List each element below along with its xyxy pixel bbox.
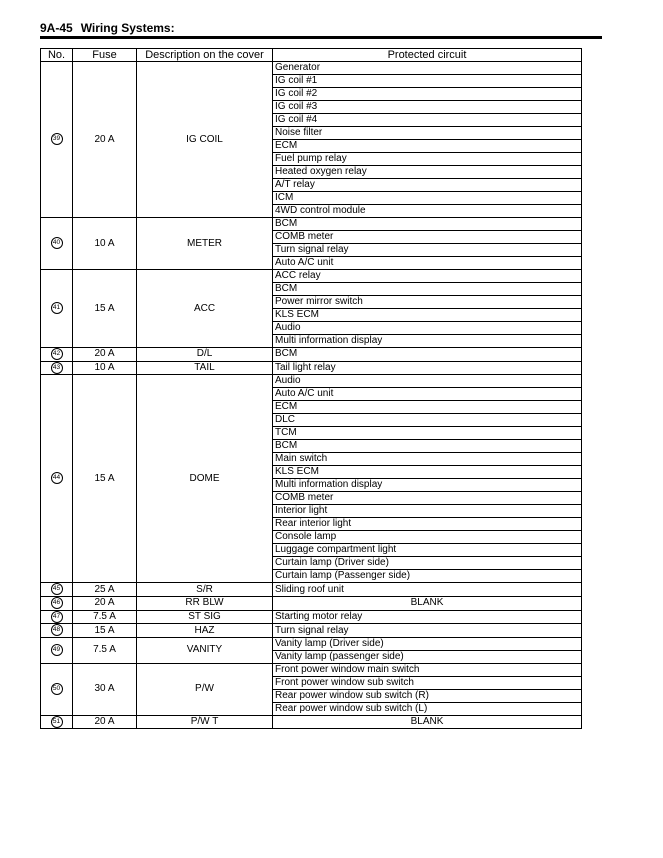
protected-circuit-cell: A/T relay <box>273 179 582 192</box>
fuse-description-cell: VANITY <box>137 637 273 663</box>
fuse-rating-cell: 10 A <box>73 361 137 375</box>
fuse-rating-cell: 20 A <box>73 715 137 729</box>
fuse-number-cell <box>41 637 73 663</box>
fuse-number-badge: 50 <box>51 683 63 695</box>
table-header-row <box>41 49 582 62</box>
header-description: Description on the cover <box>137 49 273 62</box>
protected-circuit-cell: Fuel pump relay <box>273 153 582 166</box>
protected-circuit-cell: Vanity lamp (Driver side) <box>273 637 582 650</box>
fuse-rating-cell: 7.5 A <box>73 637 137 663</box>
fuse-number-cell <box>41 663 73 715</box>
table-row <box>41 596 582 610</box>
fuse-table-body <box>41 62 582 729</box>
table-row <box>41 715 582 729</box>
fuse-number-badge: 46 <box>51 597 63 609</box>
protected-circuit-cell: Starting motor relay <box>273 610 582 624</box>
protected-circuit-cell: ACC relay <box>273 270 582 283</box>
protected-circuit-cell: 4WD control module <box>273 205 582 218</box>
protected-circuit-cell: Generator <box>273 62 582 75</box>
fuse-number-cell <box>41 583 73 597</box>
fuse-description-cell: IG COIL <box>137 62 273 218</box>
table-row <box>41 218 582 231</box>
header-no: No. <box>41 49 73 62</box>
fuse-description-cell: DOME <box>137 375 273 583</box>
fuse-description-cell: RR BLW <box>137 596 273 610</box>
protected-circuit-cell: ICM <box>273 192 582 205</box>
fuse-number-badge: 47 <box>51 611 63 623</box>
fuse-number-badge: 42 <box>51 348 63 360</box>
protected-circuit-cell: BCM <box>273 348 582 362</box>
fuse-rating-cell: 7.5 A <box>73 610 137 624</box>
page-header <box>40 21 175 35</box>
fuse-number-badge: 41 <box>51 302 63 314</box>
protected-circuit-cell: KLS ECM <box>273 466 582 479</box>
protected-circuit-cell: DLC <box>273 414 582 427</box>
fuse-rating-cell: 20 A <box>73 596 137 610</box>
fuse-description-cell: D/L <box>137 348 273 362</box>
protected-circuit-cell: Vanity lamp (passenger side) <box>273 650 582 663</box>
protected-circuit-cell: Console lamp <box>273 531 582 544</box>
protected-circuit-cell: COMB meter <box>273 492 582 505</box>
fuse-rating-cell: 30 A <box>73 663 137 715</box>
protected-circuit-cell: IG coil #2 <box>273 88 582 101</box>
protected-circuit-cell: TCM <box>273 427 582 440</box>
fuse-number-badge: 44 <box>51 472 63 484</box>
protected-circuit-cell: Sliding roof unit <box>273 583 582 597</box>
table-row <box>41 637 582 650</box>
fuse-description-cell: S/R <box>137 583 273 597</box>
protected-circuit-cell: Curtain lamp (Passenger side) <box>273 570 582 583</box>
fuse-description-cell: TAIL <box>137 361 273 375</box>
fuse-number-cell <box>41 361 73 375</box>
fuse-rating-cell: 25 A <box>73 583 137 597</box>
protected-circuit-cell: BLANK <box>273 596 582 610</box>
protected-circuit-cell: BCM <box>273 440 582 453</box>
header-protected-circuit: Protected circuit <box>273 49 582 62</box>
table-row <box>41 348 582 362</box>
fuse-number-cell <box>41 218 73 270</box>
fuse-number-badge: 39 <box>51 133 63 145</box>
fuse-description-cell: METER <box>137 218 273 270</box>
protected-circuit-cell: ECM <box>273 401 582 414</box>
fuse-number-cell <box>41 375 73 583</box>
protected-circuit-cell: COMB meter <box>273 231 582 244</box>
fuse-number-badge: 49 <box>51 644 63 656</box>
fuse-number-badge: 40 <box>51 237 63 249</box>
protected-circuit-cell: Interior light <box>273 505 582 518</box>
table-row <box>41 663 582 676</box>
fuse-number-badge: 45 <box>51 583 63 595</box>
protected-circuit-cell: Rear interior light <box>273 518 582 531</box>
section-title: Wiring Systems: <box>80 21 175 35</box>
protected-circuit-cell: Audio <box>273 322 582 335</box>
table-row <box>41 270 582 283</box>
protected-circuit-cell: IG coil #4 <box>273 114 582 127</box>
protected-circuit-cell: ECM <box>273 140 582 153</box>
fuse-number-cell <box>41 610 73 624</box>
protected-circuit-cell: Main switch <box>273 453 582 466</box>
protected-circuit-cell: Multi information display <box>273 479 582 492</box>
fuse-number-badge: 48 <box>51 624 63 636</box>
fuse-rating-cell: 15 A <box>73 375 137 583</box>
protected-circuit-cell: Turn signal relay <box>273 624 582 638</box>
protected-circuit-cell: Auto A/C unit <box>273 388 582 401</box>
protected-circuit-cell: Tail light relay <box>273 361 582 375</box>
table-row <box>41 624 582 638</box>
protected-circuit-cell: Auto A/C unit <box>273 257 582 270</box>
protected-circuit-cell: Front power window main switch <box>273 663 582 676</box>
fuse-description-cell: ACC <box>137 270 273 348</box>
fuse-description-cell: HAZ <box>137 624 273 638</box>
protected-circuit-cell: Luggage compartment light <box>273 544 582 557</box>
fuse-number-cell <box>41 348 73 362</box>
table-row <box>41 583 582 597</box>
fuse-description-cell: ST SIG <box>137 610 273 624</box>
table-row <box>41 610 582 624</box>
protected-circuit-cell: IG coil #1 <box>273 75 582 88</box>
protected-circuit-cell: KLS ECM <box>273 309 582 322</box>
fuse-number-badge: 43 <box>51 362 63 374</box>
protected-circuit-cell: BLANK <box>273 715 582 729</box>
protected-circuit-cell: Rear power window sub switch (L) <box>273 702 582 715</box>
fuse-description-cell: P/W T <box>137 715 273 729</box>
fuse-number-cell <box>41 596 73 610</box>
fuse-number-cell <box>41 715 73 729</box>
protected-circuit-cell: BCM <box>273 218 582 231</box>
page-number: 9A-45 <box>40 21 73 35</box>
fuse-number-cell <box>41 270 73 348</box>
protected-circuit-cell: Curtain lamp (Driver side) <box>273 557 582 570</box>
fuse-rating-cell: 20 A <box>73 348 137 362</box>
protected-circuit-cell: Front power window sub switch <box>273 676 582 689</box>
protected-circuit-cell: IG coil #3 <box>273 101 582 114</box>
fuse-rating-cell: 15 A <box>73 270 137 348</box>
protected-circuit-cell: Noise filter <box>273 127 582 140</box>
protected-circuit-cell: Heated oxygen relay <box>273 166 582 179</box>
protected-circuit-cell: Turn signal relay <box>273 244 582 257</box>
fuse-table <box>40 48 582 729</box>
protected-circuit-cell: Power mirror switch <box>273 296 582 309</box>
protected-circuit-cell: Multi information display <box>273 335 582 348</box>
fuse-rating-cell: 20 A <box>73 62 137 218</box>
table-row <box>41 375 582 388</box>
fuse-number-cell <box>41 62 73 218</box>
protected-circuit-cell: BCM <box>273 283 582 296</box>
fuse-number-badge: 51 <box>51 716 63 728</box>
table-row <box>41 62 582 75</box>
fuse-rating-cell: 15 A <box>73 624 137 638</box>
fuse-description-cell: P/W <box>137 663 273 715</box>
protected-circuit-cell: Audio <box>273 375 582 388</box>
fuse-rating-cell: 10 A <box>73 218 137 270</box>
protected-circuit-cell: Rear power window sub switch (R) <box>273 689 582 702</box>
header-fuse: Fuse <box>73 49 137 62</box>
header-rule <box>40 36 602 39</box>
fuse-number-cell <box>41 624 73 638</box>
table-row <box>41 361 582 375</box>
